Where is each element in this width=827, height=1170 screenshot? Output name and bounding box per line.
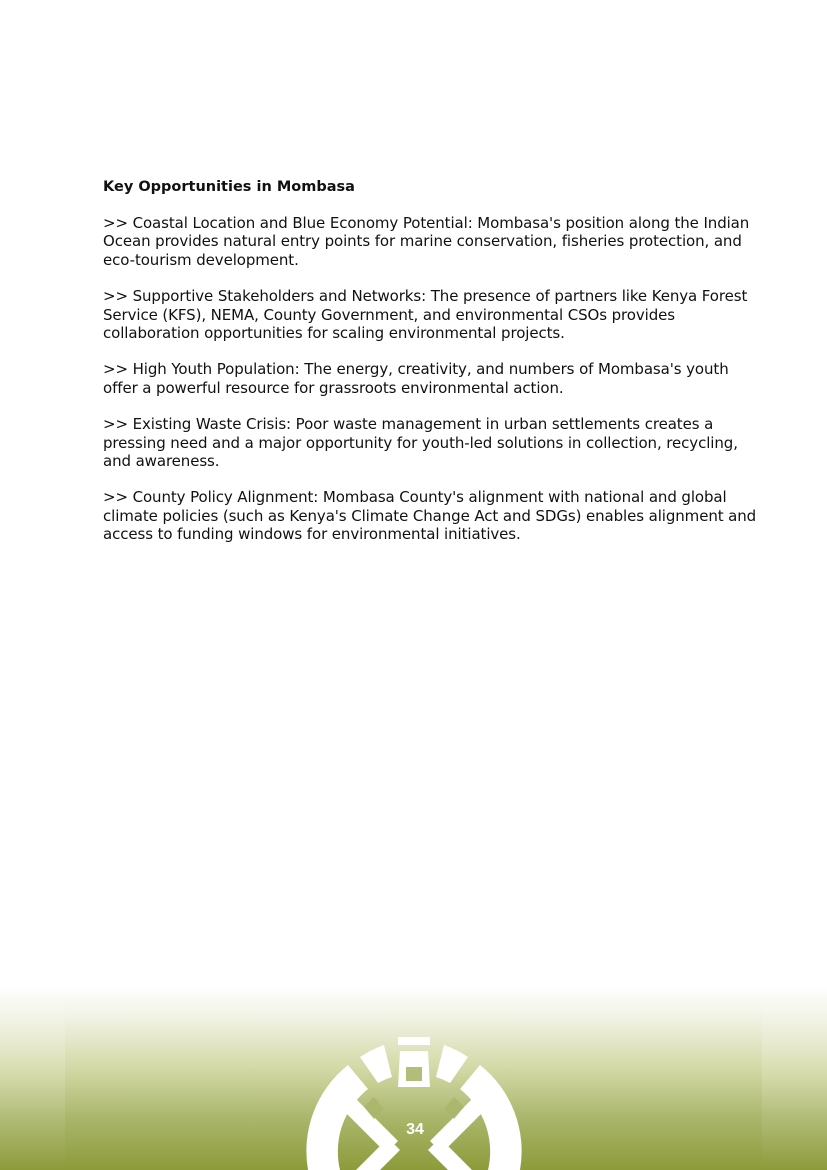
paragraph-coastal-location: >> Coastal Location and Blue Economy Potential: Mombasa's position along the Indian Ocean provides natural entry points for marine conservation, fisheries protection, and eco-tourism development. [103, 214, 750, 269]
wheel-emblem-icon [300, 1037, 528, 1170]
paragraph-youth-population: >> High Youth Population: The energy, creativity, and numbers of Mombasa's youth offer a powerful resource for grassroots environmental action. [103, 360, 729, 397]
page-footer [0, 985, 827, 1170]
paragraph-waste-crisis: >> Existing Waste Crisis: Poor waste management in urban settlements creates a pressing need and a major opportunity for youth-led solutions in collection, recycling, and awareness. [103, 415, 738, 470]
paragraph-policy-alignment: >> County Policy Alignment: Mombasa County's alignment with national and global climate policies (such as Kenya's Climate Change Act and SDGs) enables alignment and access to funding windows for environmental initiatives. [103, 488, 757, 543]
footer-right-panel [762, 985, 827, 1170]
footer-left-panel [0, 985, 65, 1170]
document-body [103, 178, 763, 562]
section-heading: Key Opportunities in Mombasa [103, 179, 355, 195]
paragraph-supportive-stakeholders: >> Supportive Stakeholders and Networks: The presence of partners like Kenya Forest Service (KFS), NEMA, County Government, and environmental CSOs provides collaboration opportunities for scaling environmental projects. [103, 287, 748, 342]
page-number: 34 [406, 1121, 424, 1138]
